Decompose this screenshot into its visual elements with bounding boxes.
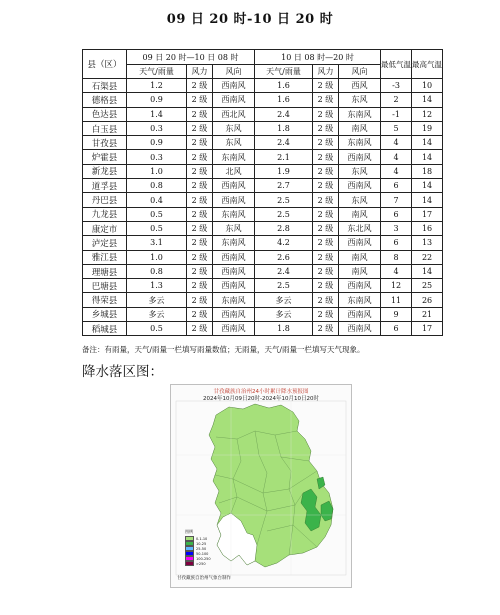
table-cell: 2.4 (255, 264, 313, 278)
table-cell: 西南风 (213, 193, 255, 207)
table-cell: 14 (412, 93, 443, 107)
county-name: 理塘县 (83, 264, 127, 278)
table-cell: 0.5 (127, 322, 187, 336)
table-row (83, 79, 443, 93)
county-name: 康定市 (83, 221, 127, 235)
table-cell: 22 (412, 250, 443, 264)
table-cell: 2 (381, 93, 412, 107)
table-row (83, 250, 443, 264)
table-row (83, 221, 443, 235)
table-cell: 0.8 (127, 264, 187, 278)
table-cell: 0.9 (127, 93, 187, 107)
table-cell: 2 级 (313, 279, 339, 293)
table-cell: 7 (381, 193, 412, 207)
table-cell: 0.4 (127, 193, 187, 207)
table-cell: 南风 (339, 264, 381, 278)
table-cell: 2 级 (313, 293, 339, 307)
table-cell: 东南风 (339, 293, 381, 307)
table-cell: -1 (381, 107, 412, 121)
table-cell: 3 (381, 221, 412, 235)
table-cell: 2 级 (187, 221, 213, 235)
table-cell: 2 级 (187, 193, 213, 207)
legend-label: 100-250 (196, 556, 211, 561)
table-cell: 西北风 (213, 107, 255, 121)
legend-label: 0.1-10 (196, 536, 208, 541)
county-name: 丹巴县 (83, 193, 127, 207)
table-cell: 2.5 (255, 193, 313, 207)
table-cell: 2 级 (187, 136, 213, 150)
table-cell: 14 (412, 150, 443, 164)
table-cell: 东南风 (213, 293, 255, 307)
sub-header: 天气/雨量 (127, 65, 187, 79)
table-cell: 12 (381, 279, 412, 293)
table-row (83, 207, 443, 221)
map-legend (185, 529, 211, 566)
map-credit: 甘孜藏族自治州气象台制作 (177, 576, 231, 581)
table-cell: 2 级 (187, 107, 213, 121)
table-cell: 2 级 (187, 307, 213, 321)
table-cell: 西南风 (213, 93, 255, 107)
legend-item (185, 561, 211, 566)
table-cell: 2.7 (255, 179, 313, 193)
table-row (83, 136, 443, 150)
table-cell: 0.5 (127, 221, 187, 235)
table-cell: 2 级 (187, 293, 213, 307)
table-cell: 0.8 (127, 179, 187, 193)
table-cell: 14 (412, 193, 443, 207)
table-cell: 6 (381, 207, 412, 221)
table-cell: 17 (412, 207, 443, 221)
table-cell: 6 (381, 236, 412, 250)
table-cell: 3.1 (127, 236, 187, 250)
legend-label: 25-50 (196, 546, 207, 551)
table-cell: 1.8 (255, 322, 313, 336)
table-cell: 东南风 (339, 136, 381, 150)
table-cell: 2 级 (313, 164, 339, 178)
period2-header: 10 日 08 时—20 时 (255, 50, 381, 65)
table-cell: 西南风 (213, 79, 255, 93)
table-cell: 4 (381, 150, 412, 164)
county-name: 得荣县 (83, 293, 127, 307)
table-cell: 10 (412, 79, 443, 93)
county-name: 炉霍县 (83, 150, 127, 164)
table-cell: 18 (412, 164, 443, 178)
table-cell: 多云 (255, 307, 313, 321)
table-cell: 1.8 (255, 121, 313, 135)
table-cell: 6 (381, 322, 412, 336)
table-cell: 西南风 (339, 322, 381, 336)
table-cell: 多云 (127, 307, 187, 321)
table-cell: 东南风 (339, 107, 381, 121)
county-name: 泸定县 (83, 236, 127, 250)
table-cell: 4 (381, 136, 412, 150)
county-name: 白玉县 (83, 121, 127, 135)
table-cell: 2 级 (313, 93, 339, 107)
table-cell: 西南风 (339, 150, 381, 164)
map-title: 甘孜藏族自治州24小时累计降水预报图 (213, 389, 309, 395)
table-cell: 西南风 (213, 250, 255, 264)
county-name: 德格县 (83, 93, 127, 107)
table-cell: 2 级 (187, 322, 213, 336)
precipitation-map (170, 384, 352, 588)
period1-header: 09 日 20 时—10 日 08 时 (127, 50, 255, 65)
table-cell: 8 (381, 250, 412, 264)
table-cell: 西南风 (213, 307, 255, 321)
county-name: 乡城县 (83, 307, 127, 321)
table-cell: 4 (381, 164, 412, 178)
table-note: 备注：有雨量，天气/雨量一栏填写雨量数值；无雨量，天气/雨量一栏填写天气现象。 (82, 345, 365, 354)
table-cell: 2 级 (187, 264, 213, 278)
table-cell: 东北风 (339, 221, 381, 235)
table-cell: 西南风 (339, 236, 381, 250)
table-cell: 西南风 (339, 307, 381, 321)
table-cell: 21 (412, 307, 443, 321)
table-row (83, 150, 443, 164)
table-cell: 19 (412, 121, 443, 135)
table-cell: 14 (412, 179, 443, 193)
table-cell: 16 (412, 221, 443, 235)
table-cell: 2 级 (313, 150, 339, 164)
legend-label: 50-100 (196, 551, 209, 556)
table-cell: 西南风 (213, 279, 255, 293)
table-cell: 2.4 (255, 136, 313, 150)
table-cell: 2 级 (313, 121, 339, 135)
sub-header: 风力 (313, 65, 339, 79)
table-cell: 西南风 (213, 264, 255, 278)
table-cell: 4.2 (255, 236, 313, 250)
county-name: 九龙县 (83, 207, 127, 221)
table-cell: 南风 (339, 207, 381, 221)
table-cell: 东南风 (213, 150, 255, 164)
table-cell: 2 级 (187, 236, 213, 250)
table-cell: 2.8 (255, 221, 313, 235)
table-row (83, 236, 443, 250)
table-cell: 2.5 (255, 279, 313, 293)
county-name: 石渠县 (83, 79, 127, 93)
table-cell: 东风 (213, 221, 255, 235)
table-cell: 东南风 (213, 236, 255, 250)
table-cell: 26 (412, 293, 443, 307)
table-cell: 5 (381, 121, 412, 135)
table-cell: 西南风 (213, 179, 255, 193)
table-cell: 2 级 (313, 236, 339, 250)
table-cell: 2.6 (255, 250, 313, 264)
county-name: 道孚县 (83, 179, 127, 193)
table-cell: 2 级 (187, 121, 213, 135)
county-name: 甘孜县 (83, 136, 127, 150)
map-subtitle: 2024年10月09日20时-2024年10月10日20时 (203, 396, 319, 402)
table-cell: 南风 (339, 250, 381, 264)
county-name: 稻城县 (83, 322, 127, 336)
table-cell: 西风 (339, 79, 381, 93)
table-cell: 多云 (127, 293, 187, 307)
table-cell: 2 级 (187, 207, 213, 221)
table-cell: 6 (381, 179, 412, 193)
table-cell: 东风 (213, 136, 255, 150)
legend-label: 10-25 (196, 541, 207, 546)
table-cell: 0.5 (127, 207, 187, 221)
table-cell: 2 级 (313, 79, 339, 93)
table-cell: 1.4 (127, 107, 187, 121)
legend-swatch (185, 561, 194, 567)
table-cell: 1.2 (127, 79, 187, 93)
table-cell: 东风 (213, 121, 255, 135)
table-cell: 多云 (255, 293, 313, 307)
table-cell: 2 级 (187, 150, 213, 164)
table-cell: 2 级 (187, 179, 213, 193)
sub-header: 天气/雨量 (255, 65, 313, 79)
table-row (83, 307, 443, 321)
table-row (83, 121, 443, 135)
table-cell: 2 级 (187, 93, 213, 107)
table-row (83, 264, 443, 278)
table-cell: 9 (381, 307, 412, 321)
table-cell: 1.0 (127, 164, 187, 178)
table-cell: 2 级 (313, 207, 339, 221)
table-cell: 2 级 (313, 107, 339, 121)
table-cell: 西南风 (213, 322, 255, 336)
table-cell: 13 (412, 236, 443, 250)
table-cell: 1.6 (255, 79, 313, 93)
county-name: 新龙县 (83, 164, 127, 178)
table-row (83, 107, 443, 121)
table-row (83, 179, 443, 193)
table-cell: 东风 (339, 193, 381, 207)
legend-label: >250 (196, 561, 206, 566)
table-cell: 2 级 (187, 79, 213, 93)
table-cell: 东风 (339, 164, 381, 178)
table-cell: 西南风 (339, 179, 381, 193)
table-row (83, 279, 443, 293)
section-title: 降水落区图： (82, 364, 163, 380)
max-temp-header: 最高气温 (412, 50, 443, 79)
table-cell: 1.9 (255, 164, 313, 178)
sub-header: 风向 (213, 65, 255, 79)
page-title: 09 日 20 时-10 日 20 时 (166, 12, 334, 27)
table-cell: 2 级 (187, 250, 213, 264)
table-row (83, 164, 443, 178)
min-temp-header: 最低气温 (381, 50, 412, 79)
table-cell: 2 级 (313, 136, 339, 150)
table-cell: 0.9 (127, 136, 187, 150)
sub-header: 风向 (339, 65, 381, 79)
table-row (83, 193, 443, 207)
table-cell: 2 级 (313, 307, 339, 321)
table-cell: 0.3 (127, 121, 187, 135)
table-cell: 2 级 (187, 164, 213, 178)
table-cell: -3 (381, 79, 412, 93)
table-cell: 东南风 (213, 207, 255, 221)
table-cell: 1.3 (127, 279, 187, 293)
table-cell: 17 (412, 322, 443, 336)
table-row (83, 293, 443, 307)
table-cell: 12 (412, 107, 443, 121)
table-cell: 11 (381, 293, 412, 307)
table-cell: 南风 (339, 121, 381, 135)
table-cell: 2 级 (313, 179, 339, 193)
table-cell: 4 (381, 264, 412, 278)
table-cell: 2 级 (313, 250, 339, 264)
table-cell: 0.3 (127, 150, 187, 164)
table-row (83, 93, 443, 107)
table-cell: 2.5 (255, 207, 313, 221)
table-cell: 1.0 (127, 250, 187, 264)
forecast-table (82, 49, 443, 336)
table-row (83, 322, 443, 336)
table-cell: 2 级 (313, 264, 339, 278)
county-header: 县（区） (83, 50, 127, 79)
table-cell: 1.6 (255, 93, 313, 107)
table-cell: 25 (412, 279, 443, 293)
table-cell: 2.1 (255, 150, 313, 164)
table-cell: 14 (412, 264, 443, 278)
table-cell: 2 级 (313, 322, 339, 336)
county-name: 巴塘县 (83, 279, 127, 293)
county-name: 雅江县 (83, 250, 127, 264)
table-cell: 西南风 (339, 279, 381, 293)
table-cell: 东风 (339, 93, 381, 107)
table-cell: 2 级 (313, 221, 339, 235)
county-name: 色达县 (83, 107, 127, 121)
table-cell: 14 (412, 136, 443, 150)
table-cell: 北风 (213, 164, 255, 178)
table-cell: 2 级 (313, 193, 339, 207)
forecast-table-body (83, 79, 443, 336)
table-cell: 2 级 (187, 279, 213, 293)
legend-title: 图例 (185, 529, 193, 534)
sub-header: 风力 (187, 65, 213, 79)
table-cell: 2.4 (255, 107, 313, 121)
